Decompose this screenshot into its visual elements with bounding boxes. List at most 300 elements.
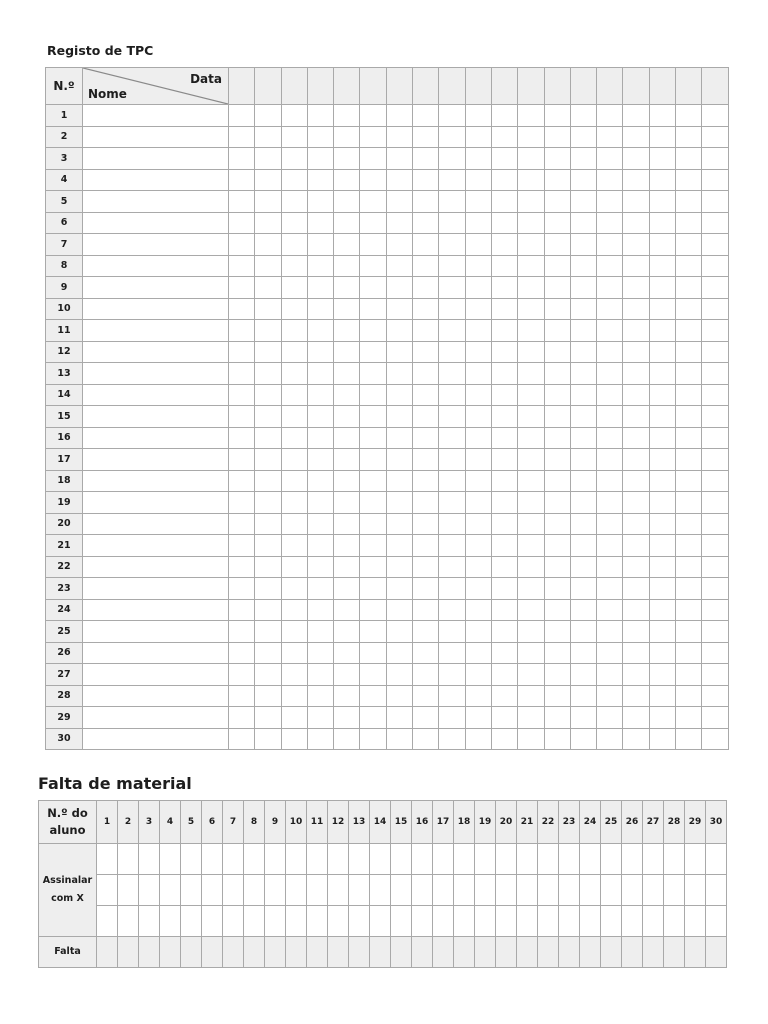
mark-cell[interactable]: [181, 875, 202, 906]
homework-cell[interactable]: [255, 298, 281, 320]
homework-cell[interactable]: [307, 363, 333, 385]
homework-cell[interactable]: [307, 578, 333, 600]
homework-cell[interactable]: [307, 320, 333, 342]
homework-cell[interactable]: [229, 105, 255, 127]
homework-cell[interactable]: [544, 255, 570, 277]
homework-cell[interactable]: [544, 449, 570, 471]
homework-cell[interactable]: [676, 492, 702, 514]
homework-cell[interactable]: [518, 599, 544, 621]
date-header-cell[interactable]: [229, 68, 255, 105]
homework-cell[interactable]: [623, 277, 649, 299]
homework-cell[interactable]: [229, 707, 255, 729]
homework-cell[interactable]: [334, 621, 360, 643]
homework-cell[interactable]: [281, 427, 307, 449]
homework-cell[interactable]: [623, 513, 649, 535]
homework-cell[interactable]: [491, 212, 517, 234]
total-cell[interactable]: [223, 937, 244, 968]
homework-cell[interactable]: [334, 513, 360, 535]
homework-cell[interactable]: [439, 384, 465, 406]
homework-cell[interactable]: [334, 599, 360, 621]
homework-cell[interactable]: [702, 191, 728, 213]
mark-cell[interactable]: [391, 875, 412, 906]
homework-cell[interactable]: [570, 406, 596, 428]
homework-cell[interactable]: [623, 384, 649, 406]
homework-cell[interactable]: [281, 513, 307, 535]
homework-cell[interactable]: [307, 277, 333, 299]
homework-cell[interactable]: [676, 685, 702, 707]
date-header-cell[interactable]: [255, 68, 281, 105]
mark-cell[interactable]: [580, 875, 601, 906]
homework-cell[interactable]: [676, 363, 702, 385]
homework-cell[interactable]: [676, 191, 702, 213]
homework-cell[interactable]: [676, 234, 702, 256]
homework-cell[interactable]: [518, 664, 544, 686]
total-cell[interactable]: [580, 937, 601, 968]
homework-cell[interactable]: [255, 234, 281, 256]
student-name-cell[interactable]: [83, 148, 229, 170]
homework-cell[interactable]: [518, 427, 544, 449]
homework-cell[interactable]: [334, 707, 360, 729]
homework-cell[interactable]: [570, 578, 596, 600]
mark-cell[interactable]: [622, 906, 643, 937]
homework-cell[interactable]: [570, 728, 596, 750]
homework-cell[interactable]: [649, 707, 675, 729]
homework-cell[interactable]: [439, 621, 465, 643]
homework-cell[interactable]: [491, 341, 517, 363]
homework-cell[interactable]: [281, 384, 307, 406]
homework-cell[interactable]: [544, 277, 570, 299]
homework-cell[interactable]: [439, 148, 465, 170]
homework-cell[interactable]: [676, 470, 702, 492]
homework-cell[interactable]: [281, 535, 307, 557]
homework-cell[interactable]: [360, 234, 386, 256]
homework-cell[interactable]: [491, 255, 517, 277]
homework-cell[interactable]: [649, 642, 675, 664]
homework-cell[interactable]: [518, 341, 544, 363]
mark-cell[interactable]: [223, 844, 244, 875]
homework-cell[interactable]: [702, 148, 728, 170]
mark-cell[interactable]: [580, 906, 601, 937]
homework-cell[interactable]: [676, 728, 702, 750]
homework-cell[interactable]: [465, 621, 491, 643]
homework-cell[interactable]: [702, 685, 728, 707]
total-cell[interactable]: [412, 937, 433, 968]
homework-cell[interactable]: [386, 621, 412, 643]
homework-cell[interactable]: [229, 255, 255, 277]
homework-cell[interactable]: [386, 191, 412, 213]
homework-cell[interactable]: [229, 384, 255, 406]
homework-cell[interactable]: [465, 384, 491, 406]
homework-cell[interactable]: [623, 341, 649, 363]
mark-cell[interactable]: [244, 906, 265, 937]
homework-cell[interactable]: [439, 470, 465, 492]
homework-cell[interactable]: [597, 320, 623, 342]
homework-cell[interactable]: [334, 126, 360, 148]
homework-cell[interactable]: [413, 406, 439, 428]
homework-cell[interactable]: [702, 599, 728, 621]
mark-cell[interactable]: [664, 875, 685, 906]
date-header-cell[interactable]: [491, 68, 517, 105]
homework-cell[interactable]: [255, 642, 281, 664]
homework-cell[interactable]: [334, 578, 360, 600]
homework-cell[interactable]: [597, 212, 623, 234]
homework-cell[interactable]: [623, 535, 649, 557]
homework-cell[interactable]: [229, 449, 255, 471]
homework-cell[interactable]: [544, 148, 570, 170]
homework-cell[interactable]: [597, 105, 623, 127]
homework-cell[interactable]: [386, 707, 412, 729]
homework-cell[interactable]: [518, 212, 544, 234]
mark-cell[interactable]: [349, 875, 370, 906]
homework-cell[interactable]: [518, 578, 544, 600]
homework-cell[interactable]: [597, 685, 623, 707]
homework-cell[interactable]: [386, 578, 412, 600]
mark-cell[interactable]: [664, 844, 685, 875]
homework-cell[interactable]: [360, 578, 386, 600]
homework-cell[interactable]: [255, 535, 281, 557]
homework-cell[interactable]: [386, 277, 412, 299]
homework-cell[interactable]: [597, 492, 623, 514]
homework-cell[interactable]: [518, 255, 544, 277]
homework-cell[interactable]: [544, 664, 570, 686]
homework-cell[interactable]: [702, 642, 728, 664]
homework-cell[interactable]: [597, 169, 623, 191]
homework-cell[interactable]: [649, 556, 675, 578]
homework-cell[interactable]: [281, 191, 307, 213]
mark-cell[interactable]: [685, 844, 706, 875]
student-name-cell[interactable]: [83, 234, 229, 256]
homework-cell[interactable]: [491, 384, 517, 406]
total-cell[interactable]: [370, 937, 391, 968]
student-name-cell[interactable]: [83, 191, 229, 213]
homework-cell[interactable]: [702, 664, 728, 686]
homework-cell[interactable]: [360, 277, 386, 299]
homework-cell[interactable]: [465, 427, 491, 449]
homework-cell[interactable]: [281, 298, 307, 320]
homework-cell[interactable]: [518, 513, 544, 535]
homework-cell[interactable]: [570, 105, 596, 127]
homework-cell[interactable]: [597, 449, 623, 471]
homework-cell[interactable]: [307, 685, 333, 707]
homework-cell[interactable]: [255, 556, 281, 578]
homework-cell[interactable]: [702, 728, 728, 750]
homework-cell[interactable]: [491, 427, 517, 449]
homework-cell[interactable]: [649, 449, 675, 471]
total-cell[interactable]: [538, 937, 559, 968]
homework-cell[interactable]: [491, 148, 517, 170]
total-cell[interactable]: [328, 937, 349, 968]
homework-cell[interactable]: [281, 234, 307, 256]
homework-cell[interactable]: [229, 578, 255, 600]
homework-cell[interactable]: [570, 621, 596, 643]
homework-cell[interactable]: [491, 707, 517, 729]
homework-cell[interactable]: [623, 406, 649, 428]
homework-cell[interactable]: [386, 341, 412, 363]
mark-cell[interactable]: [265, 875, 286, 906]
homework-cell[interactable]: [439, 513, 465, 535]
homework-cell[interactable]: [544, 191, 570, 213]
homework-cell[interactable]: [676, 427, 702, 449]
homework-cell[interactable]: [386, 384, 412, 406]
homework-cell[interactable]: [281, 105, 307, 127]
homework-cell[interactable]: [518, 384, 544, 406]
mark-cell[interactable]: [286, 906, 307, 937]
homework-cell[interactable]: [649, 728, 675, 750]
date-header-cell[interactable]: [307, 68, 333, 105]
homework-cell[interactable]: [702, 169, 728, 191]
homework-cell[interactable]: [229, 492, 255, 514]
homework-cell[interactable]: [491, 470, 517, 492]
homework-cell[interactable]: [281, 255, 307, 277]
mark-cell[interactable]: [181, 906, 202, 937]
mark-cell[interactable]: [265, 844, 286, 875]
homework-cell[interactable]: [649, 578, 675, 600]
homework-cell[interactable]: [360, 535, 386, 557]
homework-cell[interactable]: [413, 728, 439, 750]
mark-cell[interactable]: [202, 906, 223, 937]
homework-cell[interactable]: [491, 105, 517, 127]
homework-cell[interactable]: [676, 126, 702, 148]
homework-cell[interactable]: [623, 685, 649, 707]
date-header-cell[interactable]: [623, 68, 649, 105]
homework-cell[interactable]: [491, 513, 517, 535]
homework-cell[interactable]: [413, 363, 439, 385]
homework-cell[interactable]: [334, 492, 360, 514]
homework-cell[interactable]: [676, 513, 702, 535]
homework-cell[interactable]: [702, 363, 728, 385]
homework-cell[interactable]: [307, 105, 333, 127]
homework-cell[interactable]: [360, 341, 386, 363]
homework-cell[interactable]: [570, 599, 596, 621]
mark-cell[interactable]: [538, 875, 559, 906]
homework-cell[interactable]: [413, 685, 439, 707]
homework-cell[interactable]: [360, 621, 386, 643]
date-header-cell[interactable]: [439, 68, 465, 105]
homework-cell[interactable]: [465, 685, 491, 707]
homework-cell[interactable]: [570, 255, 596, 277]
date-header-cell[interactable]: [570, 68, 596, 105]
homework-cell[interactable]: [597, 427, 623, 449]
homework-cell[interactable]: [281, 363, 307, 385]
homework-cell[interactable]: [649, 320, 675, 342]
student-name-cell[interactable]: [83, 406, 229, 428]
homework-cell[interactable]: [334, 535, 360, 557]
homework-cell[interactable]: [518, 234, 544, 256]
student-name-cell[interactable]: [83, 470, 229, 492]
mark-cell[interactable]: [454, 844, 475, 875]
homework-cell[interactable]: [649, 298, 675, 320]
homework-cell[interactable]: [307, 707, 333, 729]
homework-cell[interactable]: [465, 664, 491, 686]
total-cell[interactable]: [622, 937, 643, 968]
homework-cell[interactable]: [307, 642, 333, 664]
homework-cell[interactable]: [255, 664, 281, 686]
homework-cell[interactable]: [334, 298, 360, 320]
homework-cell[interactable]: [702, 277, 728, 299]
homework-cell[interactable]: [544, 556, 570, 578]
homework-cell[interactable]: [229, 685, 255, 707]
homework-cell[interactable]: [255, 406, 281, 428]
homework-cell[interactable]: [255, 685, 281, 707]
mark-cell[interactable]: [391, 844, 412, 875]
homework-cell[interactable]: [334, 642, 360, 664]
homework-cell[interactable]: [676, 277, 702, 299]
mark-cell[interactable]: [244, 875, 265, 906]
mark-cell[interactable]: [412, 875, 433, 906]
homework-cell[interactable]: [281, 707, 307, 729]
homework-cell[interactable]: [597, 621, 623, 643]
homework-cell[interactable]: [465, 148, 491, 170]
homework-cell[interactable]: [649, 470, 675, 492]
homework-cell[interactable]: [676, 341, 702, 363]
total-cell[interactable]: [307, 937, 328, 968]
homework-cell[interactable]: [229, 341, 255, 363]
homework-cell[interactable]: [255, 212, 281, 234]
homework-cell[interactable]: [386, 320, 412, 342]
homework-cell[interactable]: [439, 535, 465, 557]
homework-cell[interactable]: [439, 255, 465, 277]
mark-cell[interactable]: [118, 875, 139, 906]
total-cell[interactable]: [706, 937, 727, 968]
homework-cell[interactable]: [307, 148, 333, 170]
mark-cell[interactable]: [307, 875, 328, 906]
mark-cell[interactable]: [475, 906, 496, 937]
homework-cell[interactable]: [334, 449, 360, 471]
mark-cell[interactable]: [370, 875, 391, 906]
homework-cell[interactable]: [702, 707, 728, 729]
homework-cell[interactable]: [518, 728, 544, 750]
homework-cell[interactable]: [229, 320, 255, 342]
mark-cell[interactable]: [601, 906, 622, 937]
homework-cell[interactable]: [334, 148, 360, 170]
homework-cell[interactable]: [465, 105, 491, 127]
student-name-cell[interactable]: [83, 126, 229, 148]
homework-cell[interactable]: [570, 363, 596, 385]
homework-cell[interactable]: [307, 406, 333, 428]
homework-cell[interactable]: [413, 255, 439, 277]
homework-cell[interactable]: [649, 234, 675, 256]
homework-cell[interactable]: [570, 513, 596, 535]
mark-cell[interactable]: [538, 906, 559, 937]
homework-cell[interactable]: [544, 470, 570, 492]
homework-cell[interactable]: [491, 664, 517, 686]
homework-cell[interactable]: [544, 642, 570, 664]
homework-cell[interactable]: [570, 341, 596, 363]
homework-cell[interactable]: [360, 255, 386, 277]
homework-cell[interactable]: [597, 126, 623, 148]
mark-cell[interactable]: [223, 875, 244, 906]
homework-cell[interactable]: [623, 363, 649, 385]
student-name-cell[interactable]: [83, 556, 229, 578]
homework-cell[interactable]: [281, 728, 307, 750]
homework-cell[interactable]: [281, 621, 307, 643]
homework-cell[interactable]: [649, 621, 675, 643]
homework-cell[interactable]: [439, 234, 465, 256]
homework-cell[interactable]: [439, 599, 465, 621]
homework-cell[interactable]: [676, 535, 702, 557]
mark-cell[interactable]: [244, 844, 265, 875]
homework-cell[interactable]: [544, 169, 570, 191]
homework-cell[interactable]: [676, 449, 702, 471]
homework-cell[interactable]: [491, 728, 517, 750]
homework-cell[interactable]: [649, 492, 675, 514]
homework-cell[interactable]: [649, 277, 675, 299]
homework-cell[interactable]: [334, 556, 360, 578]
mark-cell[interactable]: [181, 844, 202, 875]
homework-cell[interactable]: [597, 234, 623, 256]
homework-cell[interactable]: [676, 599, 702, 621]
mark-cell[interactable]: [538, 844, 559, 875]
homework-cell[interactable]: [255, 255, 281, 277]
homework-cell[interactable]: [702, 492, 728, 514]
homework-cell[interactable]: [518, 535, 544, 557]
homework-cell[interactable]: [491, 298, 517, 320]
student-name-cell[interactable]: [83, 513, 229, 535]
mark-cell[interactable]: [643, 906, 664, 937]
homework-cell[interactable]: [702, 621, 728, 643]
homework-cell[interactable]: [229, 212, 255, 234]
homework-cell[interactable]: [413, 169, 439, 191]
homework-cell[interactable]: [439, 707, 465, 729]
homework-cell[interactable]: [465, 513, 491, 535]
homework-cell[interactable]: [360, 126, 386, 148]
homework-cell[interactable]: [307, 255, 333, 277]
homework-cell[interactable]: [491, 234, 517, 256]
mark-cell[interactable]: [601, 875, 622, 906]
homework-cell[interactable]: [386, 556, 412, 578]
mark-cell[interactable]: [202, 875, 223, 906]
homework-cell[interactable]: [281, 406, 307, 428]
homework-cell[interactable]: [439, 191, 465, 213]
homework-cell[interactable]: [413, 148, 439, 170]
total-cell[interactable]: [664, 937, 685, 968]
homework-cell[interactable]: [465, 298, 491, 320]
total-cell[interactable]: [475, 937, 496, 968]
homework-cell[interactable]: [334, 320, 360, 342]
student-name-cell[interactable]: [83, 578, 229, 600]
homework-cell[interactable]: [439, 298, 465, 320]
homework-cell[interactable]: [360, 513, 386, 535]
homework-cell[interactable]: [360, 105, 386, 127]
homework-cell[interactable]: [491, 320, 517, 342]
homework-cell[interactable]: [649, 599, 675, 621]
mark-cell[interactable]: [118, 844, 139, 875]
homework-cell[interactable]: [307, 664, 333, 686]
homework-cell[interactable]: [439, 578, 465, 600]
mark-cell[interactable]: [391, 906, 412, 937]
homework-cell[interactable]: [649, 513, 675, 535]
student-name-cell[interactable]: [83, 298, 229, 320]
homework-cell[interactable]: [518, 449, 544, 471]
student-name-cell[interactable]: [83, 212, 229, 234]
homework-cell[interactable]: [334, 427, 360, 449]
homework-cell[interactable]: [229, 513, 255, 535]
total-cell[interactable]: [643, 937, 664, 968]
mark-cell[interactable]: [97, 844, 118, 875]
homework-cell[interactable]: [255, 599, 281, 621]
homework-cell[interactable]: [544, 126, 570, 148]
homework-cell[interactable]: [334, 277, 360, 299]
date-header-cell[interactable]: [413, 68, 439, 105]
total-cell[interactable]: [685, 937, 706, 968]
homework-cell[interactable]: [307, 728, 333, 750]
homework-cell[interactable]: [676, 255, 702, 277]
homework-cell[interactable]: [334, 728, 360, 750]
homework-cell[interactable]: [518, 126, 544, 148]
homework-cell[interactable]: [307, 384, 333, 406]
homework-cell[interactable]: [386, 599, 412, 621]
homework-cell[interactable]: [413, 470, 439, 492]
